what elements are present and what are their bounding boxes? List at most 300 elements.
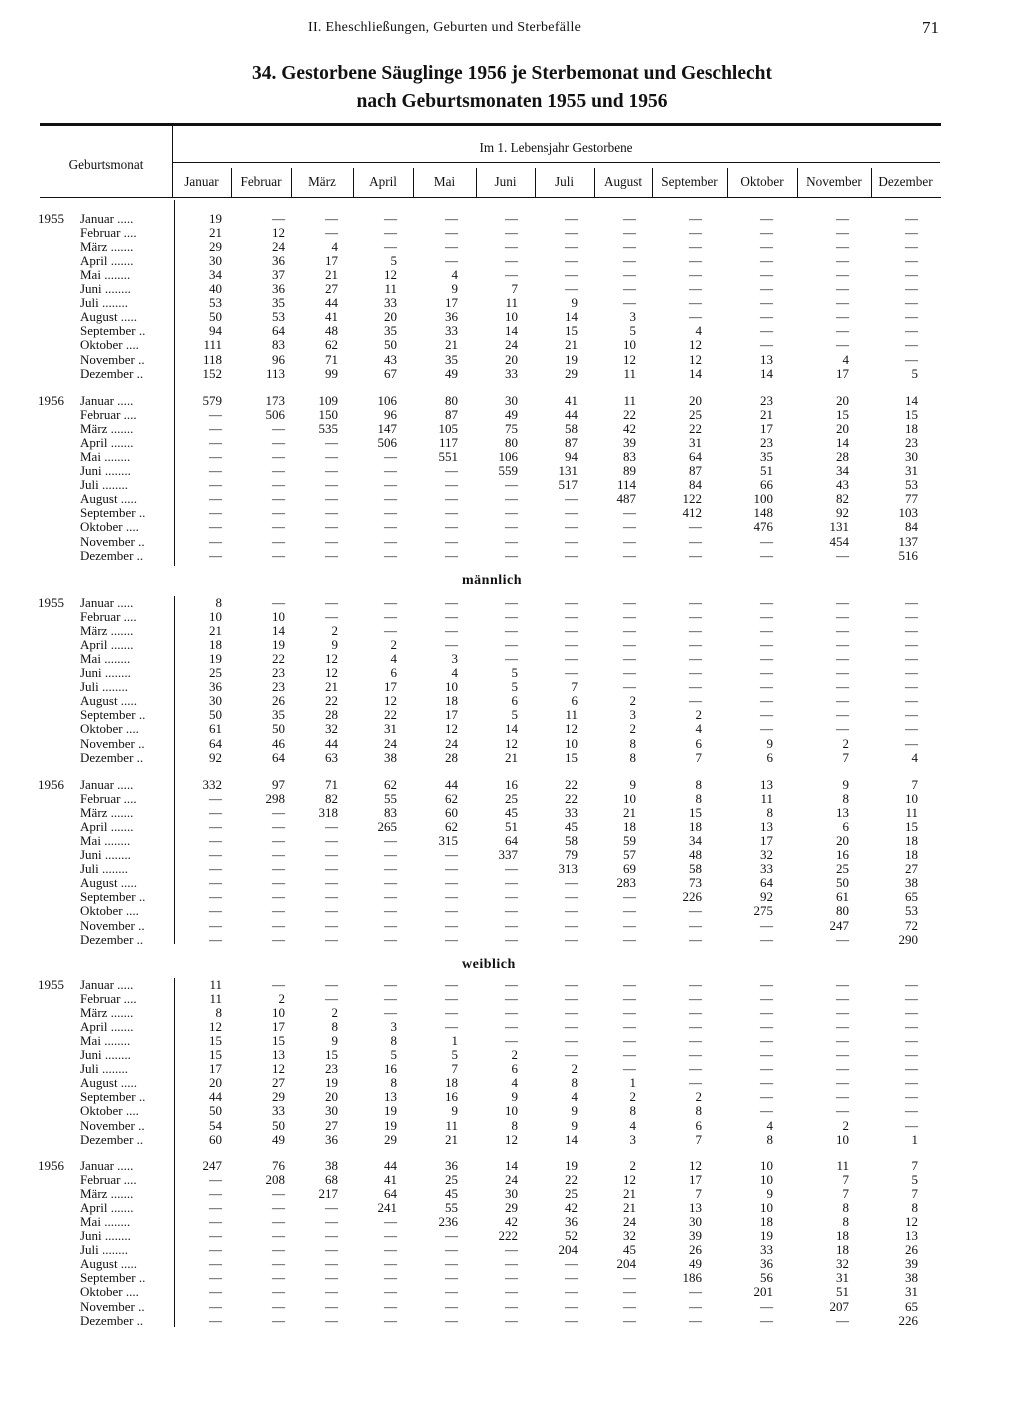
table-cell: — <box>505 637 518 652</box>
table-cell: — <box>325 847 338 862</box>
table-cell: — <box>565 665 578 680</box>
table-cell: — <box>905 1033 918 1048</box>
table-cell: — <box>384 239 397 254</box>
table-cell: 13 <box>272 1047 285 1062</box>
table-cell: 2 <box>331 623 338 638</box>
month-label: Februar .... <box>80 609 137 624</box>
table-cell: — <box>505 991 518 1006</box>
table-cell: — <box>760 637 773 652</box>
table-cell: — <box>836 1033 849 1048</box>
table-cell: 30 <box>325 1103 338 1118</box>
table-cell: 1 <box>629 1075 636 1090</box>
table-cell: 412 <box>682 505 702 520</box>
table-cell: — <box>836 1089 849 1104</box>
table-cell: — <box>384 477 397 492</box>
table-cell: — <box>565 1033 578 1048</box>
table-cell: 8 <box>331 1019 338 1034</box>
table-cell: — <box>689 1061 702 1076</box>
table-cell: — <box>565 623 578 638</box>
table-cell: 33 <box>445 323 458 338</box>
table-cell: — <box>623 932 636 947</box>
table-cell: 7 <box>911 1186 918 1201</box>
table-cell: 9 <box>842 777 849 792</box>
table-cell: — <box>689 1033 702 1048</box>
table-cell: 87 <box>445 407 458 422</box>
table-cell: 44 <box>325 295 338 310</box>
year-label: 1956 <box>38 393 64 408</box>
table-cell: — <box>445 534 458 549</box>
table-cell: 147 <box>377 421 397 436</box>
table-cell: 53 <box>209 295 222 310</box>
table-cell: 506 <box>377 435 397 450</box>
table-cell: — <box>623 623 636 638</box>
table-cell: — <box>384 903 397 918</box>
table-cell: — <box>445 548 458 563</box>
table-cell: — <box>623 519 636 534</box>
table-cell: 25 <box>836 861 849 876</box>
table-cell: 30 <box>905 449 918 464</box>
table-cell: 8 <box>911 1200 918 1215</box>
table-cell: — <box>384 548 397 563</box>
table-cell: 21 <box>623 1186 636 1201</box>
month-label: Februar .... <box>80 407 137 422</box>
table-cell: 7 <box>695 750 702 765</box>
table-cell: — <box>384 534 397 549</box>
table-cell: — <box>384 1313 397 1328</box>
table-cell: 53 <box>905 903 918 918</box>
table-cell: — <box>565 1313 578 1328</box>
table-cell: 12 <box>505 1132 518 1147</box>
table-cell: 14 <box>565 309 578 324</box>
table-cell: 29 <box>565 366 578 381</box>
table-cell: 50 <box>272 721 285 736</box>
table-cell: — <box>325 491 338 506</box>
table-cell: 53 <box>905 477 918 492</box>
table-cell: 5 <box>390 253 397 268</box>
table-cell: — <box>905 225 918 240</box>
table-cell: 19 <box>209 651 222 666</box>
table-cell: 5 <box>911 1172 918 1187</box>
table-cell: — <box>272 819 285 834</box>
table-cell: — <box>836 1019 849 1034</box>
table-cell: 50 <box>384 337 397 352</box>
table-cell: — <box>760 1061 773 1076</box>
table-cell: 313 <box>558 861 578 876</box>
table-cell: 5 <box>911 366 918 381</box>
table-cell: 34 <box>836 463 849 478</box>
table-cell: — <box>760 1313 773 1328</box>
table-cell: 275 <box>753 903 773 918</box>
table-cell: — <box>689 665 702 680</box>
column-header-6: Juni <box>494 174 517 189</box>
table-cell: — <box>565 281 578 296</box>
table-cell: — <box>689 534 702 549</box>
table-cell: — <box>209 1214 222 1229</box>
table-cell: 6 <box>695 736 702 751</box>
table-cell: — <box>445 211 458 226</box>
table-cell: 19 <box>565 1158 578 1173</box>
table-cell: 36 <box>209 679 222 694</box>
table-cell: 4 <box>331 239 338 254</box>
column-header-11: November <box>806 174 862 189</box>
table-cell: 3 <box>629 707 636 722</box>
month-label: Dezember .. <box>80 548 144 563</box>
table-cell: 11 <box>623 366 636 381</box>
table-cell: 204 <box>616 1256 636 1271</box>
table-cell: 15 <box>836 407 849 422</box>
table-cell: — <box>905 1075 918 1090</box>
table-cell: — <box>505 211 518 226</box>
table-cell: 38 <box>384 750 397 765</box>
table-cell: 15 <box>565 750 578 765</box>
table-cell: 18 <box>209 637 222 652</box>
table-cell: 73 <box>689 875 702 890</box>
table-cell: 54 <box>209 1118 222 1133</box>
table-cell: 21 <box>445 337 458 352</box>
table-cell: — <box>565 932 578 947</box>
table-cell: — <box>505 225 518 240</box>
table-cell: 9 <box>571 295 578 310</box>
table-cell: — <box>836 267 849 282</box>
year-label: 1955 <box>38 211 64 226</box>
table-cell: 222 <box>498 1228 518 1243</box>
table-cell: 41 <box>325 309 338 324</box>
table-cell: — <box>445 595 458 610</box>
table-cell: 1 <box>911 1132 918 1147</box>
table-cell: 236 <box>438 1214 458 1229</box>
month-label: Januar ..... <box>80 977 134 992</box>
table-cell: 49 <box>505 407 518 422</box>
table-cell: — <box>905 707 918 722</box>
table-cell: — <box>272 847 285 862</box>
table-cell: 64 <box>505 833 518 848</box>
table-cell: 45 <box>445 1186 458 1201</box>
table-cell: 150 <box>318 407 338 422</box>
table-cell: — <box>325 477 338 492</box>
table-cell: 40 <box>209 281 222 296</box>
table-cell: 226 <box>682 889 702 904</box>
table-cell: 12 <box>272 225 285 240</box>
table-cell: — <box>565 609 578 624</box>
table-cell: 30 <box>505 1186 518 1201</box>
table-cell: — <box>209 1284 222 1299</box>
table-cell: — <box>445 1228 458 1243</box>
table-cell: 44 <box>445 777 458 792</box>
table-cell: 18 <box>905 421 918 436</box>
table-cell: 72 <box>905 918 918 933</box>
table-cell: 7 <box>695 1132 702 1147</box>
table-cell: — <box>905 1047 918 1062</box>
table-cell: 23 <box>325 1061 338 1076</box>
table-cell: — <box>565 595 578 610</box>
table-cell: — <box>272 1270 285 1285</box>
table-cell: — <box>445 977 458 992</box>
table-cell: — <box>760 623 773 638</box>
table-cell: 22 <box>565 777 578 792</box>
table-cell: 52 <box>565 1228 578 1243</box>
table-cell: 24 <box>445 736 458 751</box>
table-cell: 21 <box>760 407 773 422</box>
table-cell: — <box>760 693 773 708</box>
table-cell: 36 <box>325 1132 338 1147</box>
table-cell: — <box>209 875 222 890</box>
table-cell: — <box>836 623 849 638</box>
table-cell: — <box>209 1242 222 1257</box>
title-line-1: 34. Gestorbene Säuglinge 1956 je Sterbemonat und Geschlecht <box>252 63 772 84</box>
table-cell: 19 <box>565 352 578 367</box>
table-cell: 10 <box>272 1005 285 1020</box>
table-cell: — <box>836 991 849 1006</box>
table-cell: — <box>689 1019 702 1034</box>
table-cell: 3 <box>451 651 458 666</box>
table-cell: — <box>272 1256 285 1271</box>
table-cell: 31 <box>905 1284 918 1299</box>
table-cell: — <box>505 1256 518 1271</box>
table-cell: — <box>505 918 518 933</box>
table-cell: — <box>905 1005 918 1020</box>
table-cell: — <box>689 903 702 918</box>
table-cell: 64 <box>272 750 285 765</box>
table-cell: — <box>505 253 518 268</box>
table-cell: 12 <box>565 721 578 736</box>
month-label: Oktober .... <box>80 519 139 534</box>
table-cell: 7 <box>511 281 518 296</box>
table-cell: 82 <box>325 791 338 806</box>
table-cell: — <box>325 932 338 947</box>
table-cell: — <box>272 1200 285 1215</box>
table-cell: 14 <box>565 1132 578 1147</box>
table-cell: — <box>445 1270 458 1285</box>
table-cell: — <box>905 1103 918 1118</box>
table-cell: 579 <box>202 393 222 408</box>
table-cell: 31 <box>689 435 702 450</box>
table-cell: — <box>272 449 285 464</box>
table-cell: — <box>836 323 849 338</box>
table-cell: — <box>384 449 397 464</box>
table-cell: — <box>505 477 518 492</box>
table-cell: — <box>272 519 285 534</box>
table-cell: 35 <box>760 449 773 464</box>
table-cell: — <box>445 861 458 876</box>
table-cell: — <box>623 651 636 666</box>
table-cell: — <box>689 1047 702 1062</box>
table-cell: 44 <box>209 1089 222 1104</box>
month-label: Januar ..... <box>80 777 134 792</box>
table-cell: — <box>836 225 849 240</box>
table-cell: 6 <box>511 1061 518 1076</box>
table-cell: 62 <box>325 337 338 352</box>
table-cell: — <box>445 875 458 890</box>
table-cell: 25 <box>505 791 518 806</box>
month-label: April ....... <box>80 1200 134 1215</box>
table-cell: 23 <box>272 679 285 694</box>
table-cell: 80 <box>505 435 518 450</box>
table-cell: 8 <box>390 1075 397 1090</box>
table-cell: — <box>760 1299 773 1314</box>
table-cell: — <box>325 819 338 834</box>
table-cell: — <box>445 1313 458 1328</box>
month-label: März ....... <box>80 1005 134 1020</box>
table-cell: — <box>565 1284 578 1299</box>
table-cell: 2 <box>571 1061 578 1076</box>
table-cell: — <box>445 1242 458 1257</box>
table-cell: 27 <box>325 281 338 296</box>
table-cell: 17 <box>689 1172 702 1187</box>
table-cell: 226 <box>898 1313 918 1328</box>
section-label: männlich <box>462 573 523 588</box>
table-cell: — <box>272 833 285 848</box>
table-cell: 103 <box>898 505 918 520</box>
table-cell: — <box>445 1284 458 1299</box>
table-cell: — <box>760 609 773 624</box>
table-cell: — <box>505 651 518 666</box>
table-cell: — <box>445 932 458 947</box>
table-cell: — <box>689 1299 702 1314</box>
table-cell: 3 <box>629 309 636 324</box>
table-cell: — <box>272 889 285 904</box>
table-cell: — <box>325 1299 338 1314</box>
table-cell: 51 <box>836 1284 849 1299</box>
table-cell: 48 <box>689 847 702 862</box>
table-cell: — <box>760 225 773 240</box>
table-cell: 24 <box>272 239 285 254</box>
table-cell: 30 <box>505 393 518 408</box>
table-cell: 113 <box>265 366 285 381</box>
table-cell: 35 <box>272 295 285 310</box>
table-cell: 13 <box>836 805 849 820</box>
table-cell: 7 <box>842 1172 849 1187</box>
table-cell: 21 <box>209 225 222 240</box>
table-cell: 18 <box>689 819 702 834</box>
month-label: April ....... <box>80 819 134 834</box>
column-header-8: August <box>603 174 643 189</box>
table-cell: — <box>272 1214 285 1229</box>
table-cell: 28 <box>445 750 458 765</box>
table-cell: — <box>760 253 773 268</box>
table-cell: — <box>272 211 285 226</box>
table-cell: — <box>384 1214 397 1229</box>
table-cell: 152 <box>202 366 222 381</box>
table-cell: — <box>272 1284 285 1299</box>
table-cell: 12 <box>689 352 702 367</box>
month-label: September .. <box>80 1089 146 1104</box>
table-cell: — <box>565 991 578 1006</box>
month-label: April ....... <box>80 435 134 450</box>
table-cell: — <box>565 651 578 666</box>
table-cell: 8 <box>215 1005 222 1020</box>
table-cell: 24 <box>384 736 397 751</box>
month-label: November .. <box>80 534 145 549</box>
table-cell: 12 <box>325 651 338 666</box>
table-cell: — <box>209 477 222 492</box>
table-cell: — <box>623 267 636 282</box>
month-label: März ....... <box>80 623 134 638</box>
table-cell: 55 <box>445 1200 458 1215</box>
table-cell: 454 <box>829 534 849 549</box>
table-cell: — <box>836 281 849 296</box>
table-cell: 12 <box>623 1172 636 1187</box>
table-cell: 33 <box>565 805 578 820</box>
table-cell: — <box>445 491 458 506</box>
table-cell: 204 <box>558 1242 578 1257</box>
month-label: Oktober .... <box>80 903 139 918</box>
table-cell: — <box>565 903 578 918</box>
table-cell: — <box>565 505 578 520</box>
table-cell: 106 <box>377 393 397 408</box>
table-cell: 39 <box>689 1228 702 1243</box>
table-cell: — <box>209 833 222 848</box>
table-cell: 4 <box>629 1118 636 1133</box>
table-cell: 25 <box>209 665 222 680</box>
table-cell: 10 <box>760 1172 773 1187</box>
table-cell: 11 <box>505 295 518 310</box>
month-label: September .. <box>80 707 146 722</box>
table-cell: — <box>325 505 338 520</box>
table-cell: — <box>905 637 918 652</box>
table-cell: — <box>325 918 338 933</box>
table-cell: 7 <box>695 1186 702 1201</box>
table-cell: 17 <box>760 421 773 436</box>
table-cell: — <box>209 505 222 520</box>
table-cell: — <box>209 1200 222 1215</box>
table-cell: — <box>209 407 222 422</box>
table-cell: 15 <box>689 805 702 820</box>
table-cell: — <box>836 721 849 736</box>
table-cell: 16 <box>384 1061 397 1076</box>
month-label: Februar .... <box>80 991 137 1006</box>
table-cell: 50 <box>209 707 222 722</box>
table-cell: 17 <box>760 833 773 848</box>
table-cell: 8 <box>629 750 636 765</box>
table-cell: — <box>565 548 578 563</box>
table-cell: 4 <box>695 323 702 338</box>
running-header <box>0 18 1024 42</box>
table-cell: — <box>760 1089 773 1104</box>
table-cell: 66 <box>760 477 773 492</box>
table-cell: 17 <box>445 295 458 310</box>
month-label: April ....... <box>80 253 134 268</box>
table-cell: 13 <box>689 1200 702 1215</box>
table-cell: — <box>325 463 338 478</box>
table-cell: — <box>905 281 918 296</box>
table-cell: 8 <box>766 805 773 820</box>
table-cell: 19 <box>384 1103 397 1118</box>
table-cell: 22 <box>325 693 338 708</box>
table-cell: — <box>836 595 849 610</box>
table-cell: — <box>209 435 222 450</box>
month-label: Juni ........ <box>80 665 131 680</box>
table-cell: — <box>760 239 773 254</box>
table-cell: 21 <box>209 623 222 638</box>
table-cell: 25 <box>445 1172 458 1187</box>
table-cell: 6 <box>842 819 849 834</box>
month-label: Oktober .... <box>80 1284 139 1299</box>
table-cell: 30 <box>209 253 222 268</box>
table-cell: 50 <box>836 875 849 890</box>
table-cell: 14 <box>836 435 849 450</box>
column-header-1: Januar <box>184 174 219 189</box>
month-label: Januar ..... <box>80 393 134 408</box>
table-cell: 131 <box>829 519 849 534</box>
table-cell: 22 <box>689 421 702 436</box>
table-cell: 4 <box>695 721 702 736</box>
table-cell: 12 <box>623 352 636 367</box>
table-cell: 64 <box>272 323 285 338</box>
table-cell: 13 <box>760 819 773 834</box>
table-cell: — <box>905 623 918 638</box>
table-cell: 50 <box>209 309 222 324</box>
table-cell: 6 <box>571 693 578 708</box>
